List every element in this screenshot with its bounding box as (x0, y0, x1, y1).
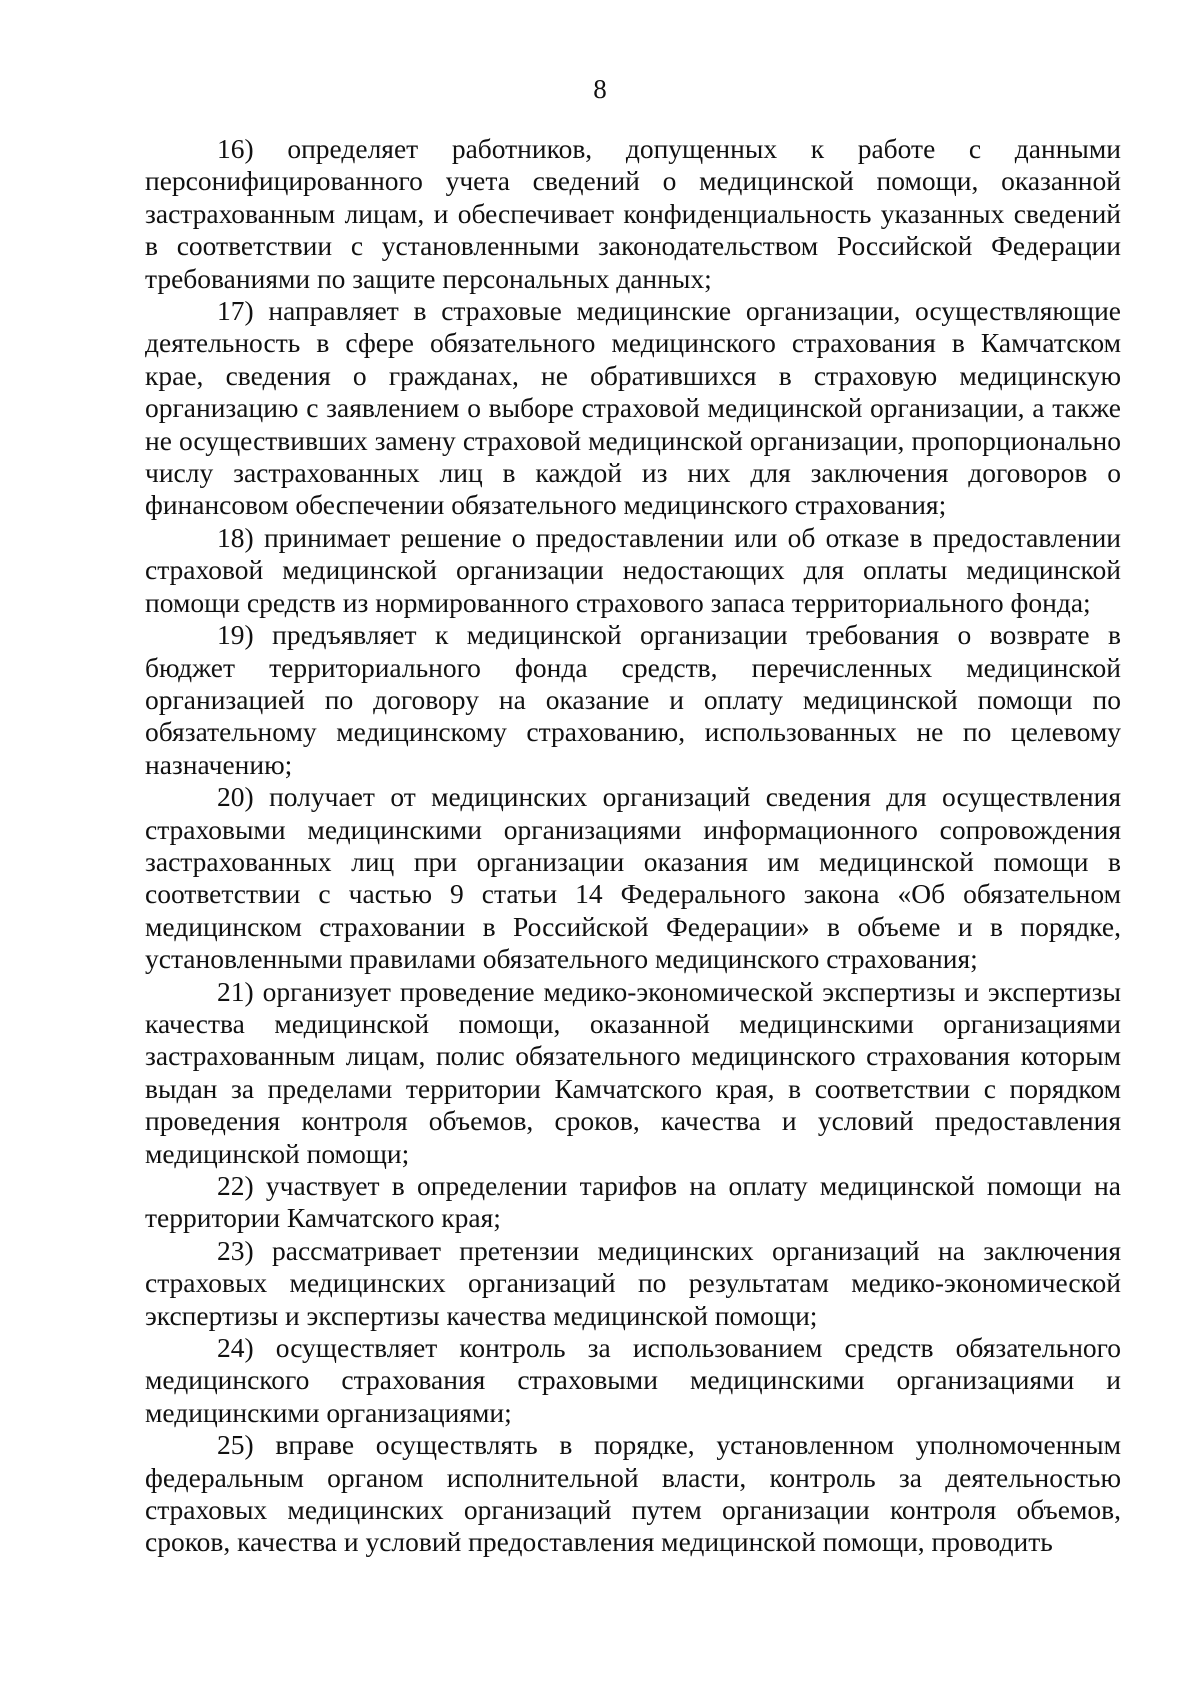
item-text: направляет в страховые медицинские организации, осуществляющие деятельность в сфере обязательного медицинского страхования в Камчатском крае, сведения о гражданах, не обратившихся в страховую медицинскую организацию с заявлением о выборе страховой медицинской организации, а также не осуществивших замену страховой медицинской организации, пропорционально числу застрахованных лиц в каждой из них для заключения договоров о финансовом обеспечении обязательного медицинского страхования; (145, 295, 1121, 521)
item-number: 18) (217, 521, 254, 553)
item-text: определяет работников, допущенных к работе с данными персонифицированного учета сведений о медицинской помощи, оказанной застрахованным лицам, и обеспечивает конфиденциальность указанных сведений в соответствии с установленными законодательством Российской Федерации требованиями по защите персональных данных; (145, 133, 1122, 294)
item-text: предъявляет к медицинской организации требования о возврате в бюджет территориального фонда средств, перечисленных медицинской организацией по договору на оказание и оплату медицинской помощи по обязательному медицинскому страхованию, использованных не по целевому назначению; (145, 619, 1122, 780)
item-number: 21) (217, 975, 254, 1007)
item-number: 24) (217, 1332, 254, 1364)
item-number: 23) (217, 1234, 254, 1266)
item-number: 25) (217, 1429, 254, 1461)
page-number: 8 (593, 74, 607, 104)
paragraph-22 (145, 1170, 1121, 1235)
paragraph-19 (145, 619, 1121, 781)
paragraph-23 (145, 1235, 1121, 1332)
item-number: 20) (217, 781, 254, 813)
paragraph-20 (145, 781, 1121, 975)
paragraph-18 (145, 522, 1121, 619)
paragraph-16 (145, 133, 1121, 295)
item-text: участвует в определении тарифов на оплату медицинской помощи на территории Камчатского края; (145, 1170, 1121, 1234)
paragraph-25 (145, 1429, 1121, 1559)
item-text: вправе осуществлять в порядке, установленном уполномоченным федеральным органом исполнительной власти, контроль за деятельностью страховых медицинских организаций путем организации контроля объемов, сроков, качества и условий предоставления медицинской помощи, проводить (145, 1429, 1122, 1558)
item-text: принимает решение о предоставлении или об отказе в предоставлении страховой медицинской организации недостающих для оплаты медицинской помощи средств из нормированного страхового запаса территориального фонда; (145, 521, 1122, 618)
item-number: 19) (217, 619, 254, 651)
paragraph-21 (145, 976, 1121, 1170)
document-body (145, 133, 1121, 1559)
item-text: организует проведение медико-экономической экспертизы и экспертизы качества медицинской помощи, оказанной медицинскими организациями застрахованным лицам, полис обязательного медицинского страхования которым выдан за пределами территории Камчатского края, в соответствии с порядком проведения контроля объемов, сроков, качества и условий предоставления медицинской помощи; (145, 975, 1122, 1169)
item-text: осуществляет контроль за использованием средств обязательного медицинского страхования страховыми медицинскими организациями и медицинскими организациями; (145, 1332, 1121, 1428)
item-text: рассматривает претензии медицинских организаций на заключения страховых медицинских организаций по результатам медико-экономической экспертизы и экспертизы качества медицинской помощи; (145, 1234, 1122, 1331)
item-text: получает от медицинских организаций сведения для осуществления страховыми медицинскими организациями информационного сопровождения застрахованных лиц при организации оказания им медицинской помощи в соответствии с частью 9 статьи 14 Федерального закона «Об обязательном медицинском страховании в Российской Федерации» в объеме и в порядке, установленными правилами обязательного медицинского страхования; (145, 781, 1121, 975)
paragraph-17 (145, 295, 1121, 522)
paragraph-24 (145, 1332, 1121, 1429)
item-number: 17) (217, 295, 254, 327)
item-number: 22) (217, 1170, 254, 1201)
item-number: 16) (217, 133, 254, 164)
